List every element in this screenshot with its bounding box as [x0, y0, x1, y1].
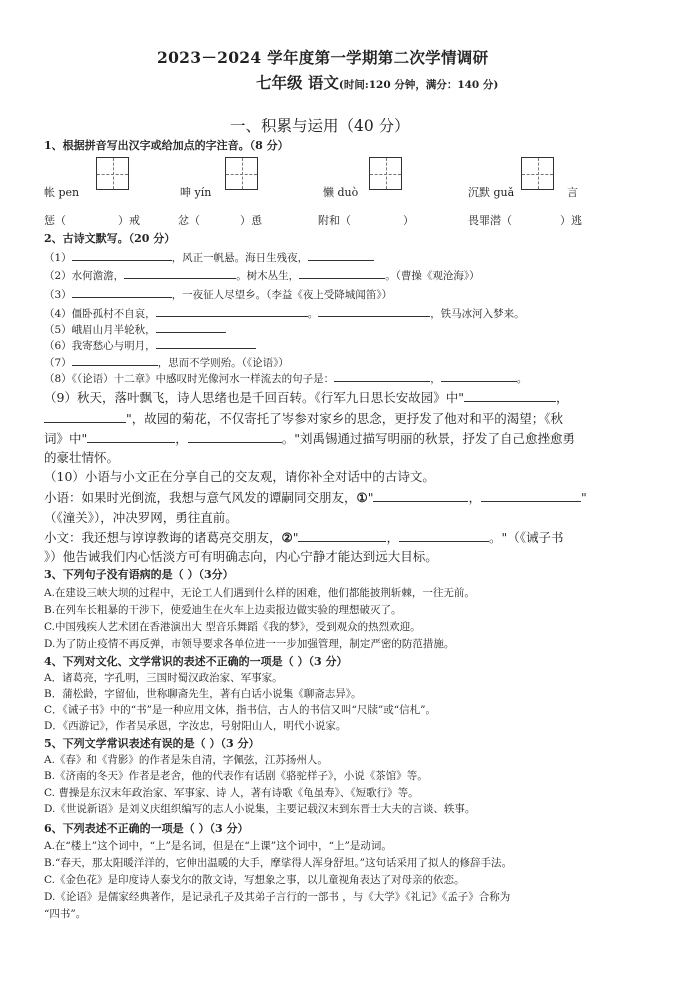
blank[interactable]: [156, 322, 226, 333]
q2-heading: 2、古诗文默写。（20 分）: [44, 232, 176, 245]
blank[interactable]: [72, 250, 172, 261]
q5-option[interactable]: D.《世说新语》是刘义庆组织编写的志人小说集，主要记载汉末到东晋士大夫的言谈、轶事。: [44, 803, 476, 815]
q4-option[interactable]: A．诸葛亮，字孔明，三国时蜀汉政治家、军事家。: [44, 672, 283, 684]
answer-grid-1[interactable]: [96, 157, 129, 190]
subject-line: [256, 71, 498, 93]
q3-heading: 3、下列句子没有语病的是（ ）（3分）: [44, 568, 234, 581]
answer-grid-3[interactable]: [369, 157, 402, 190]
blank[interactable]: [334, 371, 430, 382]
q4-heading: 4、下列对文化、文学常识的表述不正确的一项是（ ）（3 分）: [44, 655, 348, 668]
blank[interactable]: [481, 491, 581, 502]
poem-line-5: （5）峨眉山月半轮秋，: [44, 322, 226, 337]
blank[interactable]: [72, 355, 158, 366]
poem-line-8: （8）《（论语）十二章》中感叹时光像河水一样流去的句子是： ， 。: [44, 373, 528, 385]
poem-line-9-end: 的豪壮情怀。: [44, 450, 120, 465]
q3-option[interactable]: C.中国残疾人艺术团在香港演出大 型音乐舞蹈《我的梦》，受到观众的热烈欢迎。: [44, 621, 421, 633]
blank[interactable]: [399, 531, 489, 542]
blank[interactable]: [464, 391, 556, 402]
blank[interactable]: [87, 432, 175, 443]
grade-subject: 七年级 语文: [256, 73, 339, 92]
poem-line-1: （1） ，风正一帆悬。海日生残夜，: [44, 250, 374, 265]
annot-item: 惩（ ）戒: [44, 214, 140, 227]
q6-option[interactable]: D.《论语》是儒家经典著作，是记录孔子及其弟子言行的一部书 ，与《大学》《礼记》《孟子》合称为: [44, 891, 511, 903]
poem-line-9-cont: "，故园的菊花，不仅寄托了岑参对家乡的思念，更抒发了他对和平的渴望；《秋: [44, 409, 563, 427]
q5-option[interactable]: C. 曹操是东汉末年政治家、军事家、诗 人，著有诗歌《龟虽寿》、《短歌行》等。: [44, 787, 419, 799]
blank[interactable]: [308, 250, 374, 261]
poem-line-9-cont: 词》中" ， 。"刘禹锡通过描写明丽的秋景，抒发了自己愈挫愈勇: [44, 431, 576, 446]
q6-option[interactable]: C.《金色花》是印度诗人泰戈尔的散文诗，写想象之事，以儿童视角表达了对母亲的依恋。: [44, 874, 465, 886]
blank[interactable]: [373, 491, 468, 502]
annot-item: 忿（ ）恿: [178, 214, 262, 227]
pinyin-item: 沉默 guǎ: [468, 186, 515, 199]
q4-option[interactable]: D．《西游记》，作者吴承恩，字汝忠，号射阳山人，明代小说家。: [44, 720, 347, 732]
dialog-xiaoyu: 小语：如果时光倒流，我想与意气风发的谭嗣同交朋友，①" ， ": [44, 490, 587, 505]
dialog-xiaowen-cont: 》）他告诫我们内心恬淡方可有明确志向，内心宁静才能达到远大目标。: [44, 549, 438, 564]
poem-line-3: （3） ，一夜征人尽望乡。（李益《夜上受降城闻笛》）: [44, 289, 393, 301]
pinyin-suffix: 言: [567, 186, 578, 199]
poem-line-7: （7） ，思而不学则殆。（《论语》）: [44, 357, 289, 369]
pinyin-item: 帐 pen: [44, 186, 80, 199]
q5-option[interactable]: A.《春》和《背影》的作者是朱自清，字佩弦，江苏扬州人。: [44, 754, 328, 766]
q4-option[interactable]: C．《诫子书》中的“书”是一种应用文体，指书信，古人的书信又叫“尺牍”或“信札”。: [44, 704, 436, 716]
q6-heading: 6、下列表述不正确的一项是（ ）（3 分）: [44, 822, 249, 835]
q1-heading: 1、根据拼音写出汉字或给加点的字注音。（8 分）: [44, 139, 289, 152]
q5-heading: 5、下列文学常识表述有误的是（ ）（3 分）: [44, 737, 260, 750]
section-title: 一、积累与运用（40 分）: [230, 117, 410, 135]
blank[interactable]: [156, 338, 256, 349]
blank[interactable]: [441, 371, 517, 382]
q3-option[interactable]: D.为了防止疫情不再反弹，市领导要求各单位进一一步加强管理，制定严密的防范措施。: [44, 638, 455, 650]
annot-item: 畏罪潜（ ）逃: [468, 214, 582, 227]
dialog-xiaoyu-cont: （《潼关》），冲决罗网，勇往直前。: [44, 510, 238, 525]
blank[interactable]: [318, 306, 430, 317]
q5-option[interactable]: B.《济南的冬天》作者是老舍，他的代表作有话剧《骆驼样子》，小说《茶馆》等。: [44, 770, 428, 782]
exam-title: 2023－2024 学年度第一学期第二次学情调研: [157, 48, 489, 67]
blank[interactable]: [298, 531, 386, 542]
poem-line-6: （6）我寄愁心与明月，: [44, 338, 256, 353]
blank[interactable]: [72, 287, 172, 298]
pinyin-item: 懒 duò: [323, 186, 359, 199]
dialog-xiaowen: 小文：我还想与谆谆教诲的诸葛亮交朋友，②" ， 。"（《诫子书: [44, 530, 564, 545]
answer-grid-4[interactable]: [521, 157, 554, 190]
poem-line-9: （9）秋天，落叶飘飞，诗人思绪也是千回百转。《行军九日思长安故园》中" ，: [44, 390, 569, 405]
q4-option[interactable]: B．蒲松龄，字留仙，世称聊斋先生，著有白话小说集《聊斋志异》。: [44, 688, 362, 700]
pinyin-item: 呻 yín: [180, 186, 212, 199]
poem-line-4: （4）僵卧孤村不自哀， 。 ，铁马冰河入梦来。: [44, 308, 525, 320]
q3-option[interactable]: A.在建设三峡大坝的过程中，无论工人们遇到什么样的困难，他们都能披荆斩棘，一往无前。: [44, 587, 475, 599]
poem-line-2: （2）水何澹澹， 。树木丛生， 。（曹操《观沧海》）: [44, 270, 480, 282]
blank[interactable]: [156, 306, 308, 317]
q6-option-cont: “四书”。: [44, 908, 87, 920]
dialog-intro: （10）小语与小文正在分享自己的交友观，请你补全对话中的古诗文。: [44, 469, 435, 484]
blank[interactable]: [124, 268, 236, 279]
q3-option[interactable]: B.在列车长粗暴的干涉下，使爱迪生在火车上边卖报边做实验的理想破灭了。: [44, 604, 402, 616]
blank[interactable]: [44, 412, 126, 423]
blank[interactable]: [299, 268, 385, 279]
q6-option[interactable]: B.“春天，那太阳暖洋洋的，它伸出温暖的大手，摩挲得人浑身舒坦。”这句话采用了拟人的修辞手法。: [44, 857, 513, 869]
answer-grid-2[interactable]: [225, 157, 258, 190]
q6-option[interactable]: A.在“楼上”这个词中，“上”是名词，但是在“上课”这个词中，“上”是动词。: [44, 840, 392, 852]
blank[interactable]: [188, 432, 282, 443]
annot-item: 附和（ ）: [318, 214, 414, 227]
exam-info: (时间:120 分钟，满分：140 分): [338, 79, 499, 91]
